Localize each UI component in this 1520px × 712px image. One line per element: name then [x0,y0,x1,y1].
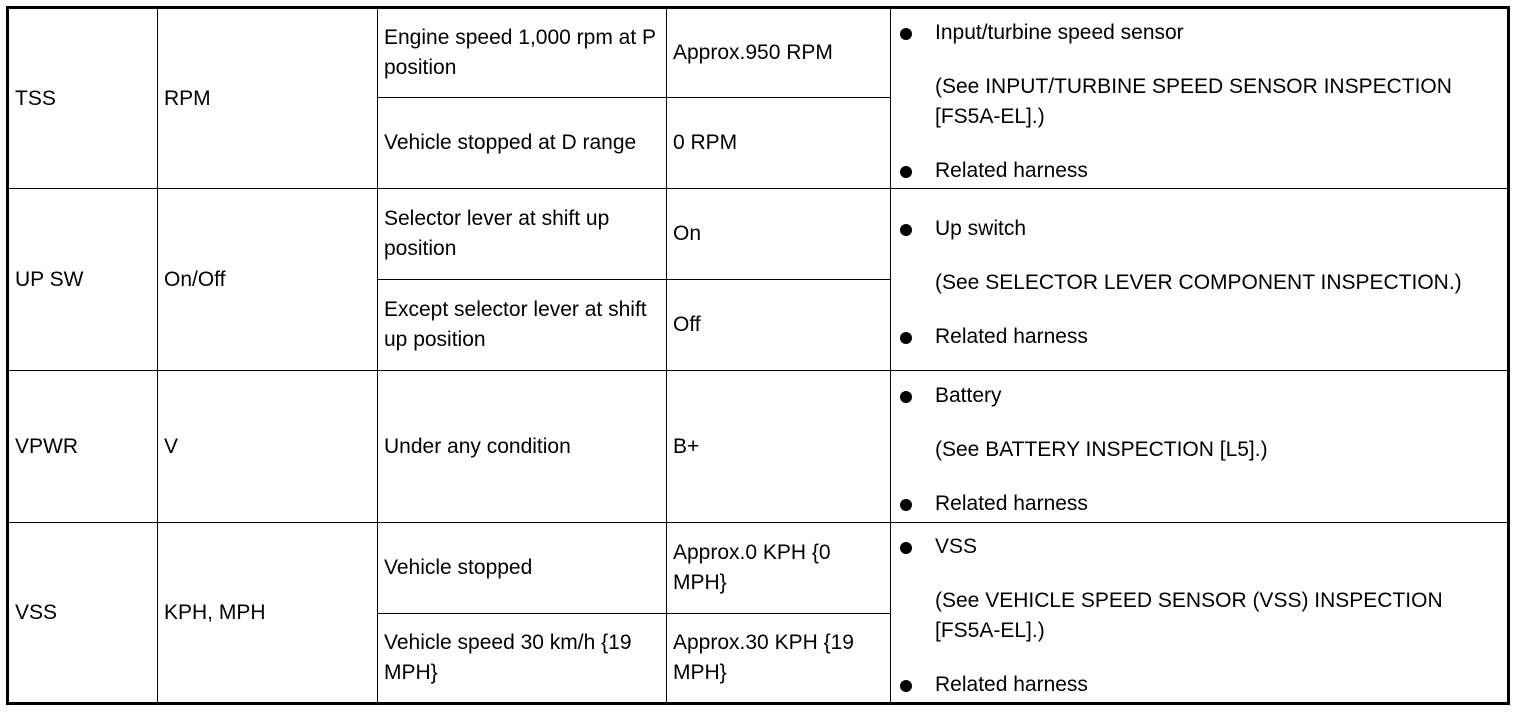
pid-cell: TSS [8,8,158,189]
table-row-vss [8,523,1509,614]
inspection-cell [891,8,1509,189]
inspection-reference: (See VEHICLE SPEED SENSOR (VSS) INSPECTION [FS5A-EL].) [935,588,1443,642]
pid-monitor-table [6,6,1510,705]
bullet-icon [900,542,912,554]
unit-cell: RPM [158,8,378,189]
inspection-harness [935,322,1501,352]
bullet-icon [900,166,912,178]
inspection-cell [891,189,1509,371]
condition-cell: Under any condition [378,371,667,523]
condition-cell: Vehicle stopped at D range [378,98,667,189]
inspection-reference: (See INPUT/TURBINE SPEED SENSOR INSPECTION [FS5A-EL].) [935,74,1452,128]
inspection-harness [935,670,1501,700]
spec-cell: 0 RPM [667,98,891,189]
condition-cell: Except selector lever at shift up position [378,280,667,371]
inspection-item-text: VSS [935,534,978,558]
spec-cell: Approx.0 KPH {0 MPH} [667,523,891,614]
spec-cell: Approx.950 RPM [667,8,891,98]
inspection-item-text: Up switch [935,216,1027,240]
condition-cell: Engine speed 1,000 rpm at P position [378,8,667,98]
bullet-icon [900,680,912,692]
condition-cell: Vehicle speed 30 km/h {19 MPH} [378,614,667,704]
inspection-item [935,381,1501,411]
inspection-harness-text: Related harness [935,324,1088,348]
spec-cell: Off [667,280,891,371]
inspection-harness [935,156,1501,186]
table-row-vpwr [8,371,1509,523]
bullet-icon [900,499,912,511]
inspection-item [935,18,1501,48]
inspection-reference: (See BATTERY INSPECTION [L5].) [935,437,1268,461]
unit-cell: V [158,371,378,523]
spec-cell: B+ [667,371,891,523]
spec-cell: On [667,189,891,280]
pid-cell: VSS [8,523,158,704]
bullet-icon [900,224,912,236]
inspection-item-text: Battery [935,383,1002,407]
inspection-harness [935,489,1501,519]
unit-cell: KPH, MPH [158,523,378,704]
bullet-icon [900,391,912,403]
table-row-up-sw [8,189,1509,280]
bullet-icon [900,28,912,40]
inspection-harness-text: Related harness [935,491,1088,515]
table-row-tss [8,8,1509,98]
inspection-item [935,214,1501,244]
unit-cell: On/Off [158,189,378,371]
inspection-item [935,532,1501,562]
bullet-icon [900,332,912,344]
inspection-item-text: Input/turbine speed sensor [935,20,1184,44]
spec-cell: Approx.30 KPH {19 MPH} [667,614,891,704]
inspection-harness-text: Related harness [935,672,1088,696]
condition-cell: Vehicle stopped [378,523,667,614]
inspection-cell [891,371,1509,523]
inspection-reference: (See SELECTOR LEVER COMPONENT INSPECTION.) [935,270,1462,294]
condition-cell: Selector lever at shift up position [378,189,667,280]
inspection-cell [891,523,1509,704]
pid-cell: VPWR [8,371,158,523]
pid-cell: UP SW [8,189,158,371]
inspection-harness-text: Related harness [935,158,1088,182]
